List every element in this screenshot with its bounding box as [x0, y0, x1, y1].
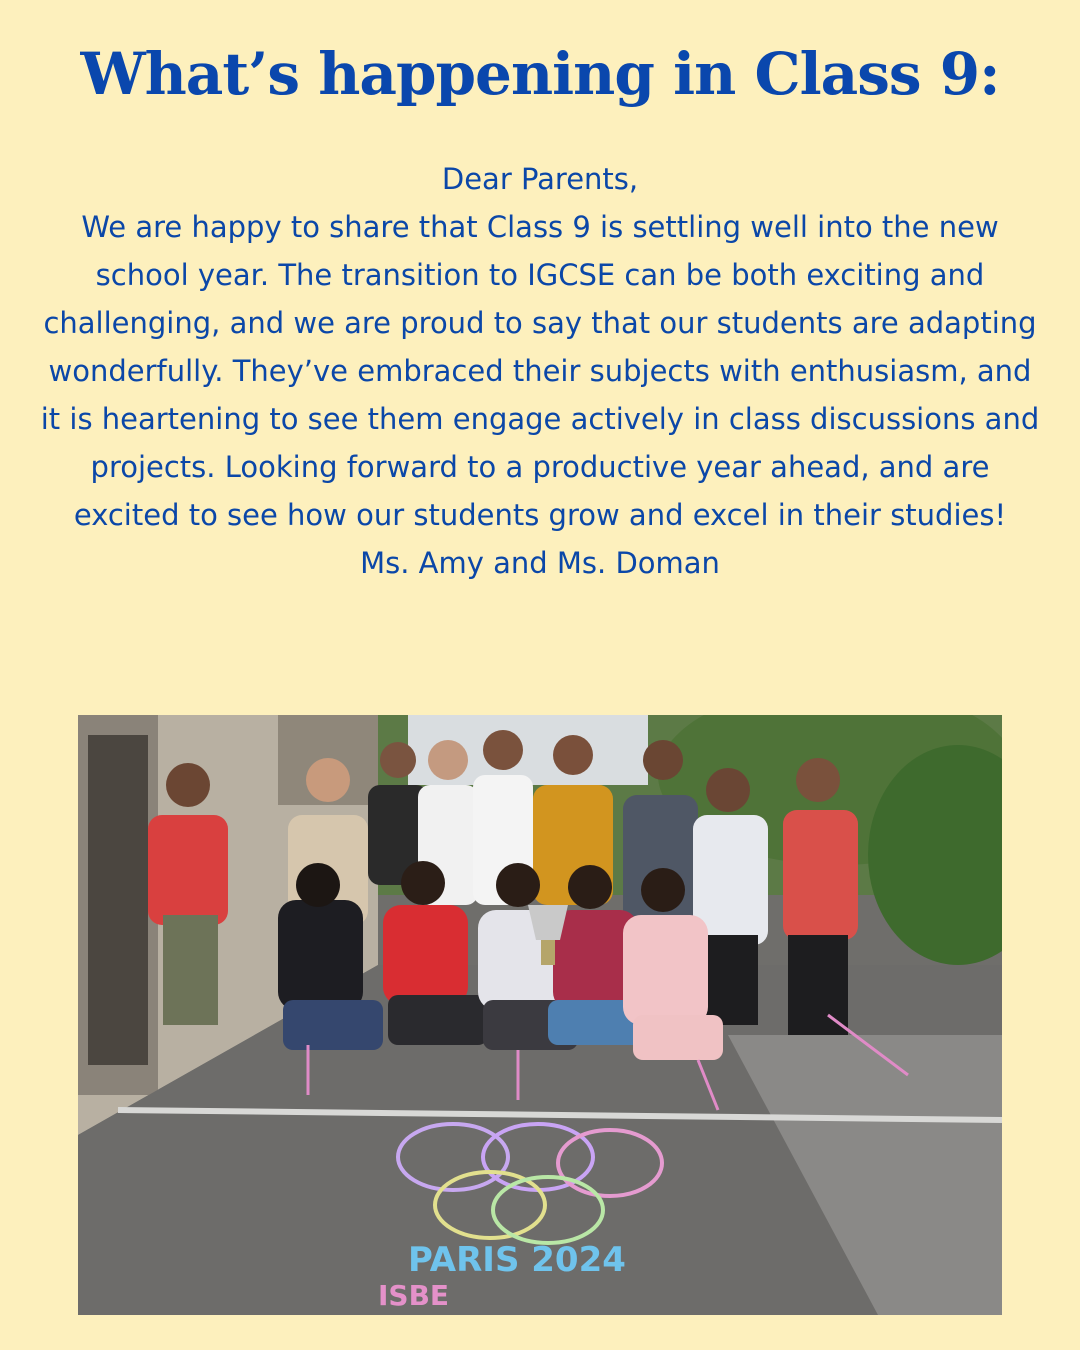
- chalk-text-paris: PARIS 2024: [408, 1240, 626, 1280]
- page-title: What’s happening in Class 9:: [80, 40, 1000, 108]
- class-group-photo: [78, 715, 1002, 1315]
- letter-body: We are happy to share that Class 9 is settling well into the new school year. The transition to IGCSE can be both exciting and challenging, and we are proud to say that our students are adapting wonderfully. They’ve embraced their subjects with enthusiasm, and it is heartening to see them engage actively in class discussions and projects. Looking forward to a productive year ahead, and are excited to see how our students grow and excel in their studies!: [40, 210, 1040, 532]
- class-photo-illustration: [78, 715, 1002, 1315]
- letter-signature: Ms. Amy and Ms. Doman: [360, 546, 720, 580]
- letter-text: [40, 155, 1040, 587]
- letter-salutation: Dear Parents,: [441, 162, 639, 196]
- chalk-text-isbe: ISBE: [378, 1279, 450, 1312]
